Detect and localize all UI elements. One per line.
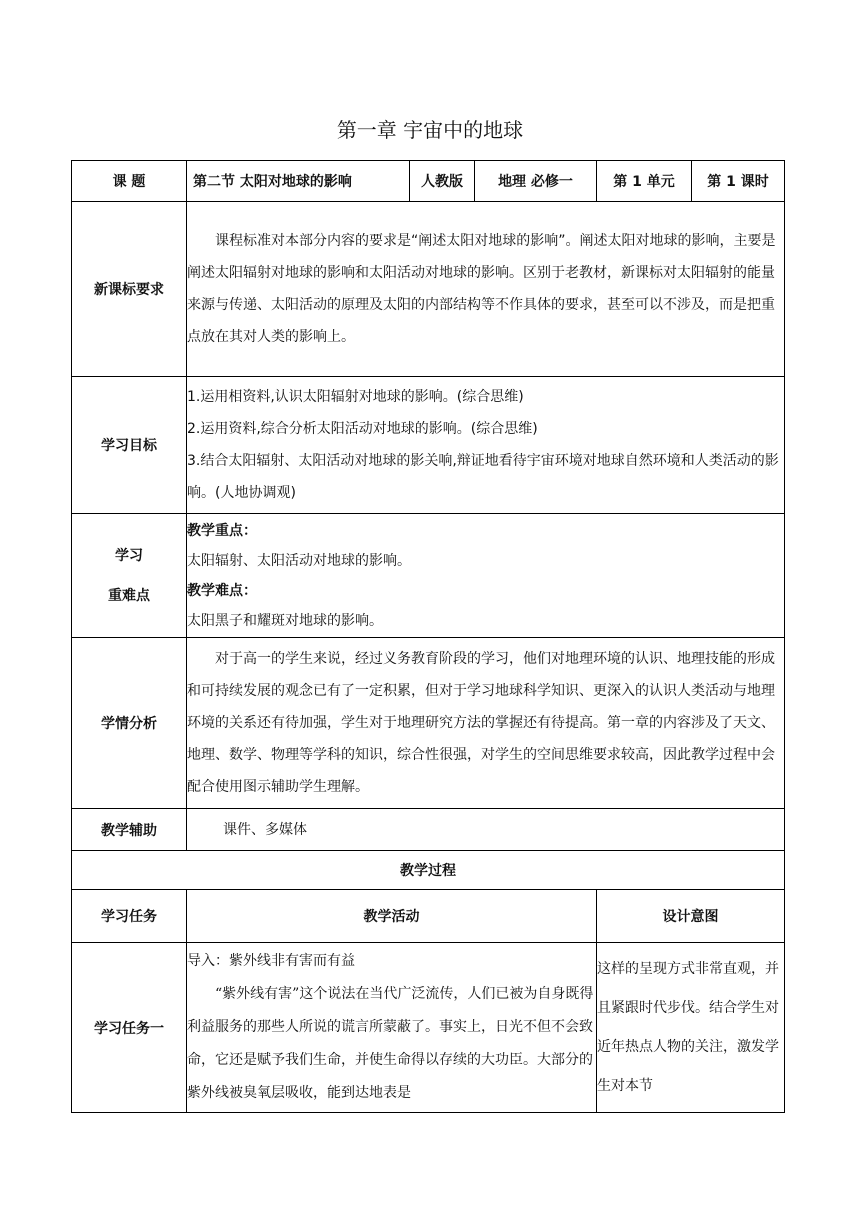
goals-row [72,377,785,514]
key-points-label [72,514,187,638]
aids-label: 教学辅助 [72,809,187,851]
standards-row [72,202,785,377]
task1-row [72,943,785,1113]
col-activity: 教学活动 [187,890,597,943]
difficulty-title: 教学难点： [187,582,257,599]
section-name: 第二节 太阳对地球的影响 [187,161,410,202]
period: 第 1 课时 [692,161,785,202]
lesson-plan-table [71,160,785,1113]
task1-intro: 导入：紫外线非有害而有益 [187,953,355,969]
key-points-row [72,514,785,638]
task1-text: “紫外线有害”这个说法在当代广泛流传，人们已被为自身既得利益服务的那些人所说的谎言所蒙蔽了。事实上，日光不但不会致命，它还是赋予我们生命，并使生命得以存续的大功臣。大部分的紫外线被臭氧层吸收，能到达地表是 [187,986,594,1101]
subject: 地理 必修一 [475,161,597,202]
goal-item: 2.运用资料,综合分析太阳活动对地球的影响。(综合思维) [187,421,538,437]
process-column-headers [72,890,785,943]
analysis-label: 学情分析 [72,638,187,809]
unit: 第 1 单元 [597,161,692,202]
key-points-label-line2: 重难点 [108,587,150,604]
standards-text: 课程标准对本部分内容的要求是“阐述太阳对地球的影响”。阐述太阳对地球的影响，主要是阐述太阳辐射对地球的影响和太阳活动对地球的影响。区别于老教材，新课标对太阳辐射的能量来源与传递、太阳活动的原理及太阳的内部结构等不作具体的要求，甚至可以不涉及，而是把重点放在其对人类的影响上。 [187,202,785,377]
analysis-row [72,638,785,809]
topic-label: 课 题 [72,161,187,202]
aids-text: 课件、多媒体 [187,809,785,851]
goals-list [187,377,785,514]
col-design: 设计意图 [597,890,785,943]
goals-label: 学习目标 [72,377,187,514]
analysis-text: 对于高一的学生来说，经过义务教育阶段的学习，他们对地理环境的认识、地理技能的形成和可持续发展的观念已有了一定积累，但对于学习地球科学知识、更深入的认识人类活动与地理环境的关系还有待加强，学生对于地理研究方法的掌握还有待提高。第一章的内容涉及了天文、地理、数学、物理等学科的知识，综合性很强，对学生的空间思维要求较高，因此教学过程中会配合使用图示辅助学生理解。 [187,638,785,809]
process-title-row [72,851,785,890]
col-task: 学习任务 [72,890,187,943]
header-row [72,161,785,202]
goal-item: 3.结合太阳辐射、太阳活动对地球的影关响,辩证地看待宇宙环境对地球自然环境和人类活动的影响。(人地协调观) [187,453,779,501]
focus-title: 教学重点： [187,522,257,539]
task1-design: 这样的呈现方式非常直观，并且紧跟时代步伐。结合学生对近年热点人物的关注，激发学生对本节 [597,943,785,1113]
aids-row [72,809,785,851]
standards-label: 新课标要求 [72,202,187,377]
task1-activity [187,943,597,1113]
publisher: 人教版 [410,161,475,202]
key-points-label-line1: 学习 [115,547,143,564]
chapter-title: 第一章 宇宙中的地球 [336,118,524,142]
task1-label: 学习任务一 [72,943,187,1113]
key-points-content [187,514,785,638]
difficulty-text: 太阳黑子和耀斑对地球的影响。 [187,612,383,629]
focus-text: 太阳辐射、太阳活动对地球的影响。 [187,552,411,569]
process-title: 教学过程 [72,851,785,890]
goal-item: 1.运用相资料,认识太阳辐射对地球的影响。(综合思维) [187,389,524,405]
